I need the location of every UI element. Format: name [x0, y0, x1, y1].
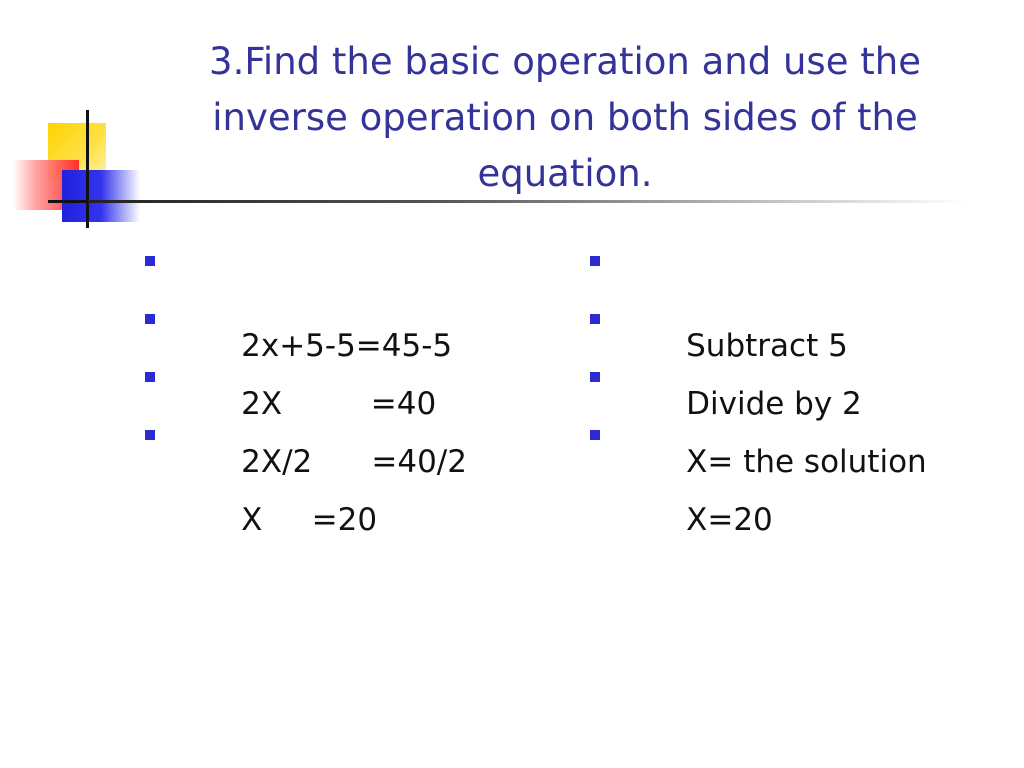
decorative-vertical-line: [86, 110, 89, 228]
slide-title: 3.Find the basic operation and use the inverse operation on both sides of the equation.: [209, 40, 921, 195]
step-item: [145, 236, 467, 364]
square-bullet-icon: [145, 430, 155, 440]
square-bullet-icon: [590, 314, 600, 324]
step-text: 2x+5-5=45-5: [241, 328, 453, 364]
step-text: 2X =40: [241, 386, 437, 422]
square-bullet-icon: [590, 372, 600, 382]
square-bullet-icon: [590, 430, 600, 440]
step-item: [145, 294, 467, 422]
explanation-item: [590, 352, 927, 480]
explanation-item: [590, 294, 927, 422]
steps-list: [145, 236, 467, 538]
step-text: 2X/2 =40/2: [241, 444, 467, 480]
explanations-list: [590, 236, 927, 538]
step-text: X =20: [241, 502, 378, 538]
explanation-text: X= the solution: [686, 444, 927, 480]
square-bullet-icon: [145, 314, 155, 324]
explanation-text: Subtract 5: [686, 328, 848, 364]
decorative-blue-square: [62, 170, 140, 222]
square-bullet-icon: [590, 256, 600, 266]
explanation-text: X=20: [686, 502, 773, 538]
square-bullet-icon: [145, 372, 155, 382]
explanation-item: [590, 236, 927, 364]
explanation-item: [590, 410, 927, 538]
explanation-text: Divide by 2: [686, 386, 862, 422]
square-bullet-icon: [145, 256, 155, 266]
step-item: [145, 410, 467, 538]
step-item: [145, 352, 467, 480]
